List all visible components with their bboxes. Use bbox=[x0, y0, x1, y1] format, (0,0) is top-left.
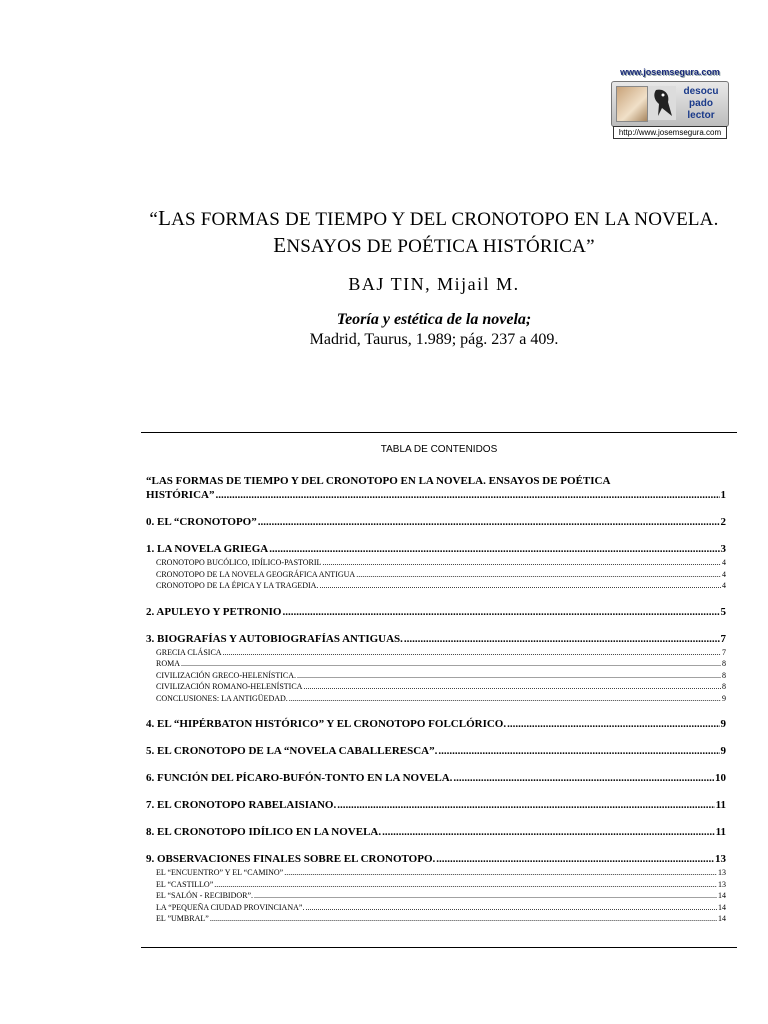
toc-entry-label: 3. BIOGRAFÍAS Y AUTOBIOGRAFÍAS ANTIGUAS. bbox=[146, 632, 403, 645]
toc-entry-label: 7. EL CRONOTOPO RABELAISIANO. bbox=[146, 799, 337, 811]
toc-entry-page: 11 bbox=[715, 826, 726, 838]
toc-subentry[interactable] bbox=[146, 879, 726, 891]
toc-entry-page: 2 bbox=[720, 516, 726, 528]
toc-entry-label: 8. EL CRONOTOPO IDÍLICO EN LA NOVELA. bbox=[146, 826, 382, 838]
toc-entry-label: 1. LA NOVELA GRIEGA bbox=[146, 543, 269, 555]
title-rest-2: NSAYOS DE POÉTICA HISTÓRICA bbox=[286, 236, 587, 257]
toc-entry[interactable] bbox=[146, 632, 726, 646]
toc-subentry[interactable] bbox=[146, 913, 726, 925]
logo-badge bbox=[611, 81, 729, 127]
toc-leader-dots bbox=[436, 852, 714, 866]
logo-word-1: desocu bbox=[683, 86, 719, 97]
toc-subentry-label: LA “PEQUEÑA CIUDAD PROVINCIANA”. bbox=[156, 902, 305, 912]
toc-subentry-page: 8 bbox=[722, 670, 726, 680]
logo-url-bottom: http://www.josemsegura.com bbox=[613, 126, 727, 139]
toc-entry-label: 0. EL “CRONOTOPO” bbox=[146, 516, 257, 528]
toc-leader-dots bbox=[382, 825, 714, 839]
title-initial-2: E bbox=[273, 233, 287, 257]
toc-leader-dots bbox=[254, 890, 717, 902]
toc-leader-dots bbox=[258, 515, 720, 529]
toc-entry[interactable] bbox=[146, 852, 726, 866]
toc-entry[interactable] bbox=[146, 771, 726, 785]
toc-entry-page: 3 bbox=[720, 543, 726, 555]
toc-subentry-label: ROMA bbox=[156, 659, 181, 668]
title-rest-1: AS FORMAS DE TIEMPO Y DEL CRONOTOPO EN LA NOVELA. bbox=[171, 209, 719, 230]
toc-leader-dots bbox=[404, 632, 720, 646]
toc-subentry-page: 9 bbox=[722, 693, 726, 703]
toc-entry-page: 10 bbox=[715, 772, 726, 784]
book-title: Teoría y estética de la novela; bbox=[336, 311, 532, 328]
toc-leader-dots bbox=[284, 867, 717, 879]
site-logo[interactable] bbox=[611, 67, 729, 139]
logo-word-3: lector bbox=[687, 110, 715, 121]
toc-subentry[interactable] bbox=[146, 890, 726, 902]
toc-leader-dots bbox=[223, 647, 721, 659]
toc-entry-intro[interactable] bbox=[146, 488, 726, 502]
toc-entry-page: 11 bbox=[715, 799, 726, 811]
toc-subentry[interactable] bbox=[146, 580, 726, 592]
toc-subentry[interactable] bbox=[146, 658, 726, 670]
toc-subentry[interactable] bbox=[146, 867, 726, 879]
toc-subentry-page: 4 bbox=[722, 558, 726, 567]
toc-leader-dots bbox=[282, 605, 719, 619]
toc-subentry-label: EL “SALÓN - RECIBIDOR”. bbox=[156, 891, 254, 900]
author: BAJ TIN, Mijail M. bbox=[348, 274, 520, 294]
toc-leader-dots bbox=[289, 693, 721, 705]
toc-leader-dots bbox=[303, 681, 721, 693]
document-title-line-1 bbox=[100, 206, 768, 232]
toc-subentry-label: EL “ENCUENTRO” Y EL “CAMINO” bbox=[156, 868, 284, 877]
toc-entry-page: 13 bbox=[715, 853, 726, 865]
close-quote: ” bbox=[586, 236, 595, 257]
toc-entry-label: 5. EL CRONOTOPO DE LA “NOVELA CABALLERESCA”. bbox=[146, 745, 438, 757]
toc-subentry[interactable] bbox=[146, 693, 726, 705]
toc-subentry-page: 8 bbox=[722, 659, 726, 668]
toc-leader-dots bbox=[356, 569, 721, 581]
toc-subentry[interactable] bbox=[146, 670, 726, 682]
toc-subentry-page: 14 bbox=[718, 891, 726, 900]
toc-leader-dots bbox=[181, 658, 721, 670]
toc-leader-dots bbox=[438, 744, 719, 758]
toc-subentry-label: CRONOTOPO DE LA NOVELA GEOGRÁFICA ANTIGUA bbox=[156, 569, 356, 579]
toc-entry[interactable] bbox=[146, 744, 726, 758]
logo-word-2: pado bbox=[689, 98, 713, 109]
toc-leader-dots bbox=[507, 717, 719, 731]
toc-subentry[interactable] bbox=[146, 569, 726, 581]
toc-subentry-page: 13 bbox=[718, 879, 726, 889]
document-title-line-2 bbox=[100, 233, 768, 259]
toc-entry-label: 9. OBSERVACIONES FINALES SOBRE EL CRONOTOPO. bbox=[146, 853, 436, 865]
toc-entry-page: 5 bbox=[720, 605, 726, 618]
toc-leader-dots bbox=[214, 879, 717, 891]
toc-subentry-label: CRONOTOPO DE LA ÉPICA Y LA TRAGEDIA. bbox=[156, 581, 319, 590]
toc-leader-dots bbox=[215, 488, 719, 502]
logo-photo bbox=[616, 86, 648, 122]
toc-subentry[interactable] bbox=[146, 557, 726, 569]
toc-subentry-page: 13 bbox=[718, 868, 726, 877]
toc-subentry-page: 7 bbox=[722, 647, 726, 657]
toc-leader-dots bbox=[337, 798, 714, 812]
toc-subentry[interactable] bbox=[146, 681, 726, 693]
toc-leader-dots bbox=[305, 902, 717, 914]
toc-subentry-label: CIVILIZACIÓN GRECO-HELENÍSTICA. bbox=[156, 670, 296, 680]
toc-subentry-page: 14 bbox=[718, 902, 726, 912]
open-quote: “ bbox=[149, 209, 159, 230]
bird-icon bbox=[648, 86, 676, 120]
table-of-contents bbox=[146, 474, 726, 925]
logo-url-top: www.josemsegura.com bbox=[620, 67, 720, 77]
toc-subentry[interactable] bbox=[146, 902, 726, 914]
toc-entry[interactable] bbox=[146, 605, 726, 619]
toc-subentry-page: 8 bbox=[722, 682, 726, 691]
toc-top-rule bbox=[141, 432, 737, 433]
toc-entry-page: 9 bbox=[720, 745, 726, 757]
toc-entry-label: 4. EL “HIPÉRBATON HISTÓRICO” Y EL CRONOTOPO FOLCLÓRICO. bbox=[146, 718, 507, 730]
toc-subentry-label: EL “CASTILLO” bbox=[156, 879, 214, 889]
toc-subentry-page: 4 bbox=[722, 569, 726, 579]
toc-entry[interactable] bbox=[146, 825, 726, 839]
toc-entry-label: 2. APULEYO Y PETRONIO bbox=[146, 605, 282, 618]
toc-entry[interactable] bbox=[146, 542, 726, 556]
publication-info: Madrid, Taurus, 1.989; pág. 237 a 409. bbox=[309, 331, 559, 348]
toc-leader-dots bbox=[453, 771, 714, 785]
toc-entry[interactable] bbox=[146, 717, 726, 731]
toc-leader-dots bbox=[210, 913, 717, 925]
toc-subentry-label: EL ”UMBRAL” bbox=[156, 914, 209, 923]
toc-entry-label: 6. FUNCIÓN DEL PÍCARO-BUFÓN-TONTO EN LA NOVELA. bbox=[146, 772, 453, 784]
toc-entry-page: 1 bbox=[720, 489, 726, 501]
toc-leader-dots bbox=[269, 542, 719, 556]
toc-leader-dots bbox=[319, 580, 721, 592]
toc-entry-label: HISTÓRICA” bbox=[146, 489, 215, 501]
toc-entry[interactable] bbox=[146, 798, 726, 812]
toc-entry-page: 7 bbox=[720, 632, 726, 645]
toc-subentry-label: CRONOTOPO BUCÓLICO, IDÍLICO-PASTORIL bbox=[156, 558, 322, 567]
toc-subentry-page: 4 bbox=[722, 581, 726, 590]
toc-heading: TABLA DE CONTENIDOS bbox=[380, 444, 498, 455]
toc-leader-dots bbox=[297, 670, 721, 682]
toc-intro-line-1: “LAS FORMAS DE TIEMPO Y DEL CRONOTOPO EN LA NOVELA. ENSAYOS DE POÉTICA bbox=[146, 475, 611, 487]
toc-leader-dots bbox=[322, 557, 721, 569]
toc-bottom-rule bbox=[141, 947, 737, 948]
toc-subentry-label: CONCLUSIONES: LA ANTIGÜEDAD. bbox=[156, 693, 288, 703]
toc-subentry[interactable] bbox=[146, 647, 726, 659]
title-initial-1: L bbox=[158, 206, 172, 230]
toc-subentry-page: 14 bbox=[718, 914, 726, 923]
toc-subentry-label: CIVILIZACIÓN ROMANO-HELENÍSTICA bbox=[156, 682, 303, 691]
toc-entry-page: 9 bbox=[720, 718, 726, 730]
toc-entry[interactable] bbox=[146, 515, 726, 529]
toc-subentry-label: GRECIA CLÁSICA bbox=[156, 647, 222, 657]
